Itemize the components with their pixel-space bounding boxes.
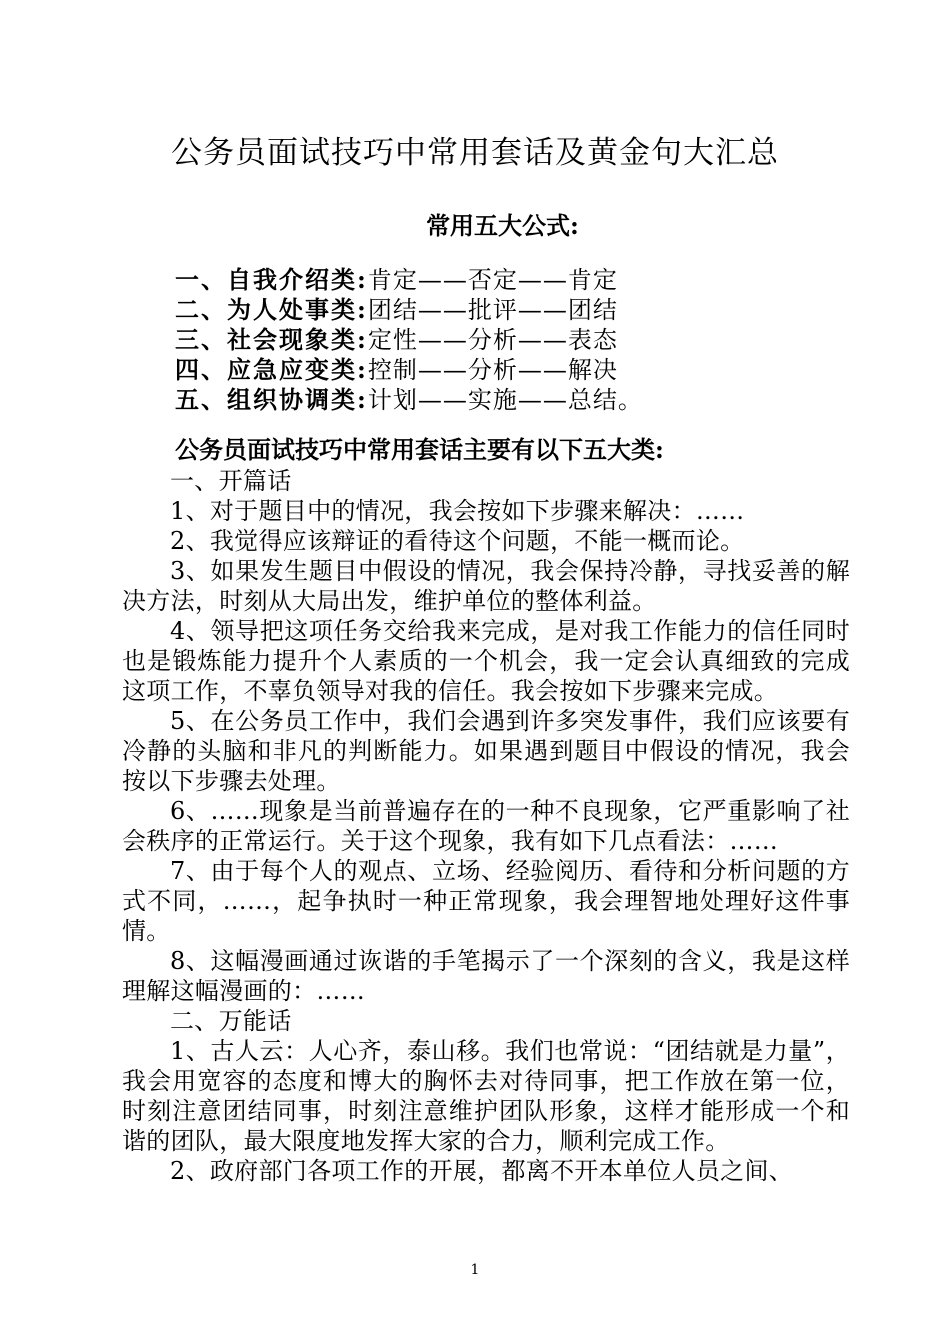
formula-row — [175, 265, 643, 295]
section-title: 二、万能话 — [170, 1007, 292, 1035]
formula-row — [175, 295, 643, 325]
formula-row — [175, 355, 643, 385]
paragraph: 1、古人云：人心齐，泰山移。我们也常说：“团结就是力量”，我会用宽容的态度和博大的胸怀去对待同事，把工作放在第一位，时刻注意团结同事，时刻注意维护团队形象，这样才能形成一个和谐的团队，最大限度地发挥大家的合力，顺利完成工作。 — [122, 1037, 850, 1155]
formula-value: 定性——分析——表态 — [367, 326, 618, 354]
formula-category: 二、为人处事类: — [175, 295, 368, 324]
formula-list — [175, 265, 643, 415]
formula-category: 五、组织协调类: — [175, 385, 368, 414]
formula-value: 控制——分析——解决 — [367, 356, 618, 384]
paragraph: 6、……现象是当前普遍存在的一种不良现象，它严重影响了社会秩序的正常运行。关于这个现象，我有如下几点看法：…… — [122, 797, 850, 855]
formulas-subtitle: 常用五大公式: — [426, 211, 579, 240]
formula-category: 三、社会现象类: — [175, 325, 368, 354]
formula-value: 团结——批评——团结 — [367, 296, 618, 324]
paragraph: 2、政府部门各项工作的开展，都离不开本单位人员之间、 — [170, 1157, 794, 1185]
formula-row — [175, 385, 643, 415]
paragraph: 1、对于题目中的情况，我会按如下步骤来解决：…… — [170, 497, 745, 525]
formula-row — [175, 325, 643, 355]
paragraph: 7、由于每个人的观点、立场、经验阅历、看待和分析问题的方式不同，……，起争执时一种正常现象，我会理智地处理好这件事情。 — [122, 857, 850, 945]
formula-value: 肯定——否定——肯定 — [367, 266, 618, 294]
paragraph: 4、领导把这项任务交给我来完成，是对我工作能力的信任同时也是锻炼能力提升个人素质的一个机会，我一定会认真细致的完成这项工作，不辜负领导对我的信任。我会按如下步骤来完成。 — [122, 617, 850, 705]
formula-value: 计划——实施——总结。 — [367, 386, 643, 414]
section-heading: 公务员面试技巧中常用套话主要有以下五大类: — [175, 435, 664, 464]
page-number: 1 — [470, 1262, 480, 1278]
formula-category: 四、应急应变类: — [175, 355, 368, 384]
formula-category: 一、自我介绍类: — [175, 265, 368, 294]
paragraph: 8、这幅漫画通过诙谐的手笔揭示了一个深刻的含义，我是这样理解这幅漫画的：…… — [122, 947, 850, 1005]
body-text — [122, 466, 850, 1186]
paragraph: 5、在公务员工作中，我们会遇到许多突发事件，我们应该要有冷静的头脑和非凡的判断能力。如果遇到题目中假设的情况，我会按以下步骤去处理。 — [122, 707, 850, 795]
document-title: 公务员面试技巧中常用套话及黄金句大汇总 — [171, 135, 779, 171]
paragraph: 3、如果发生题目中假设的情况，我会保持冷静，寻找妥善的解决方法，时刻从大局出发，维护单位的整体利益。 — [122, 557, 850, 615]
section-title: 一、开篇话 — [170, 467, 292, 495]
paragraph: 2、我觉得应该辩证的看待这个问题，不能一概而论。 — [170, 527, 745, 555]
